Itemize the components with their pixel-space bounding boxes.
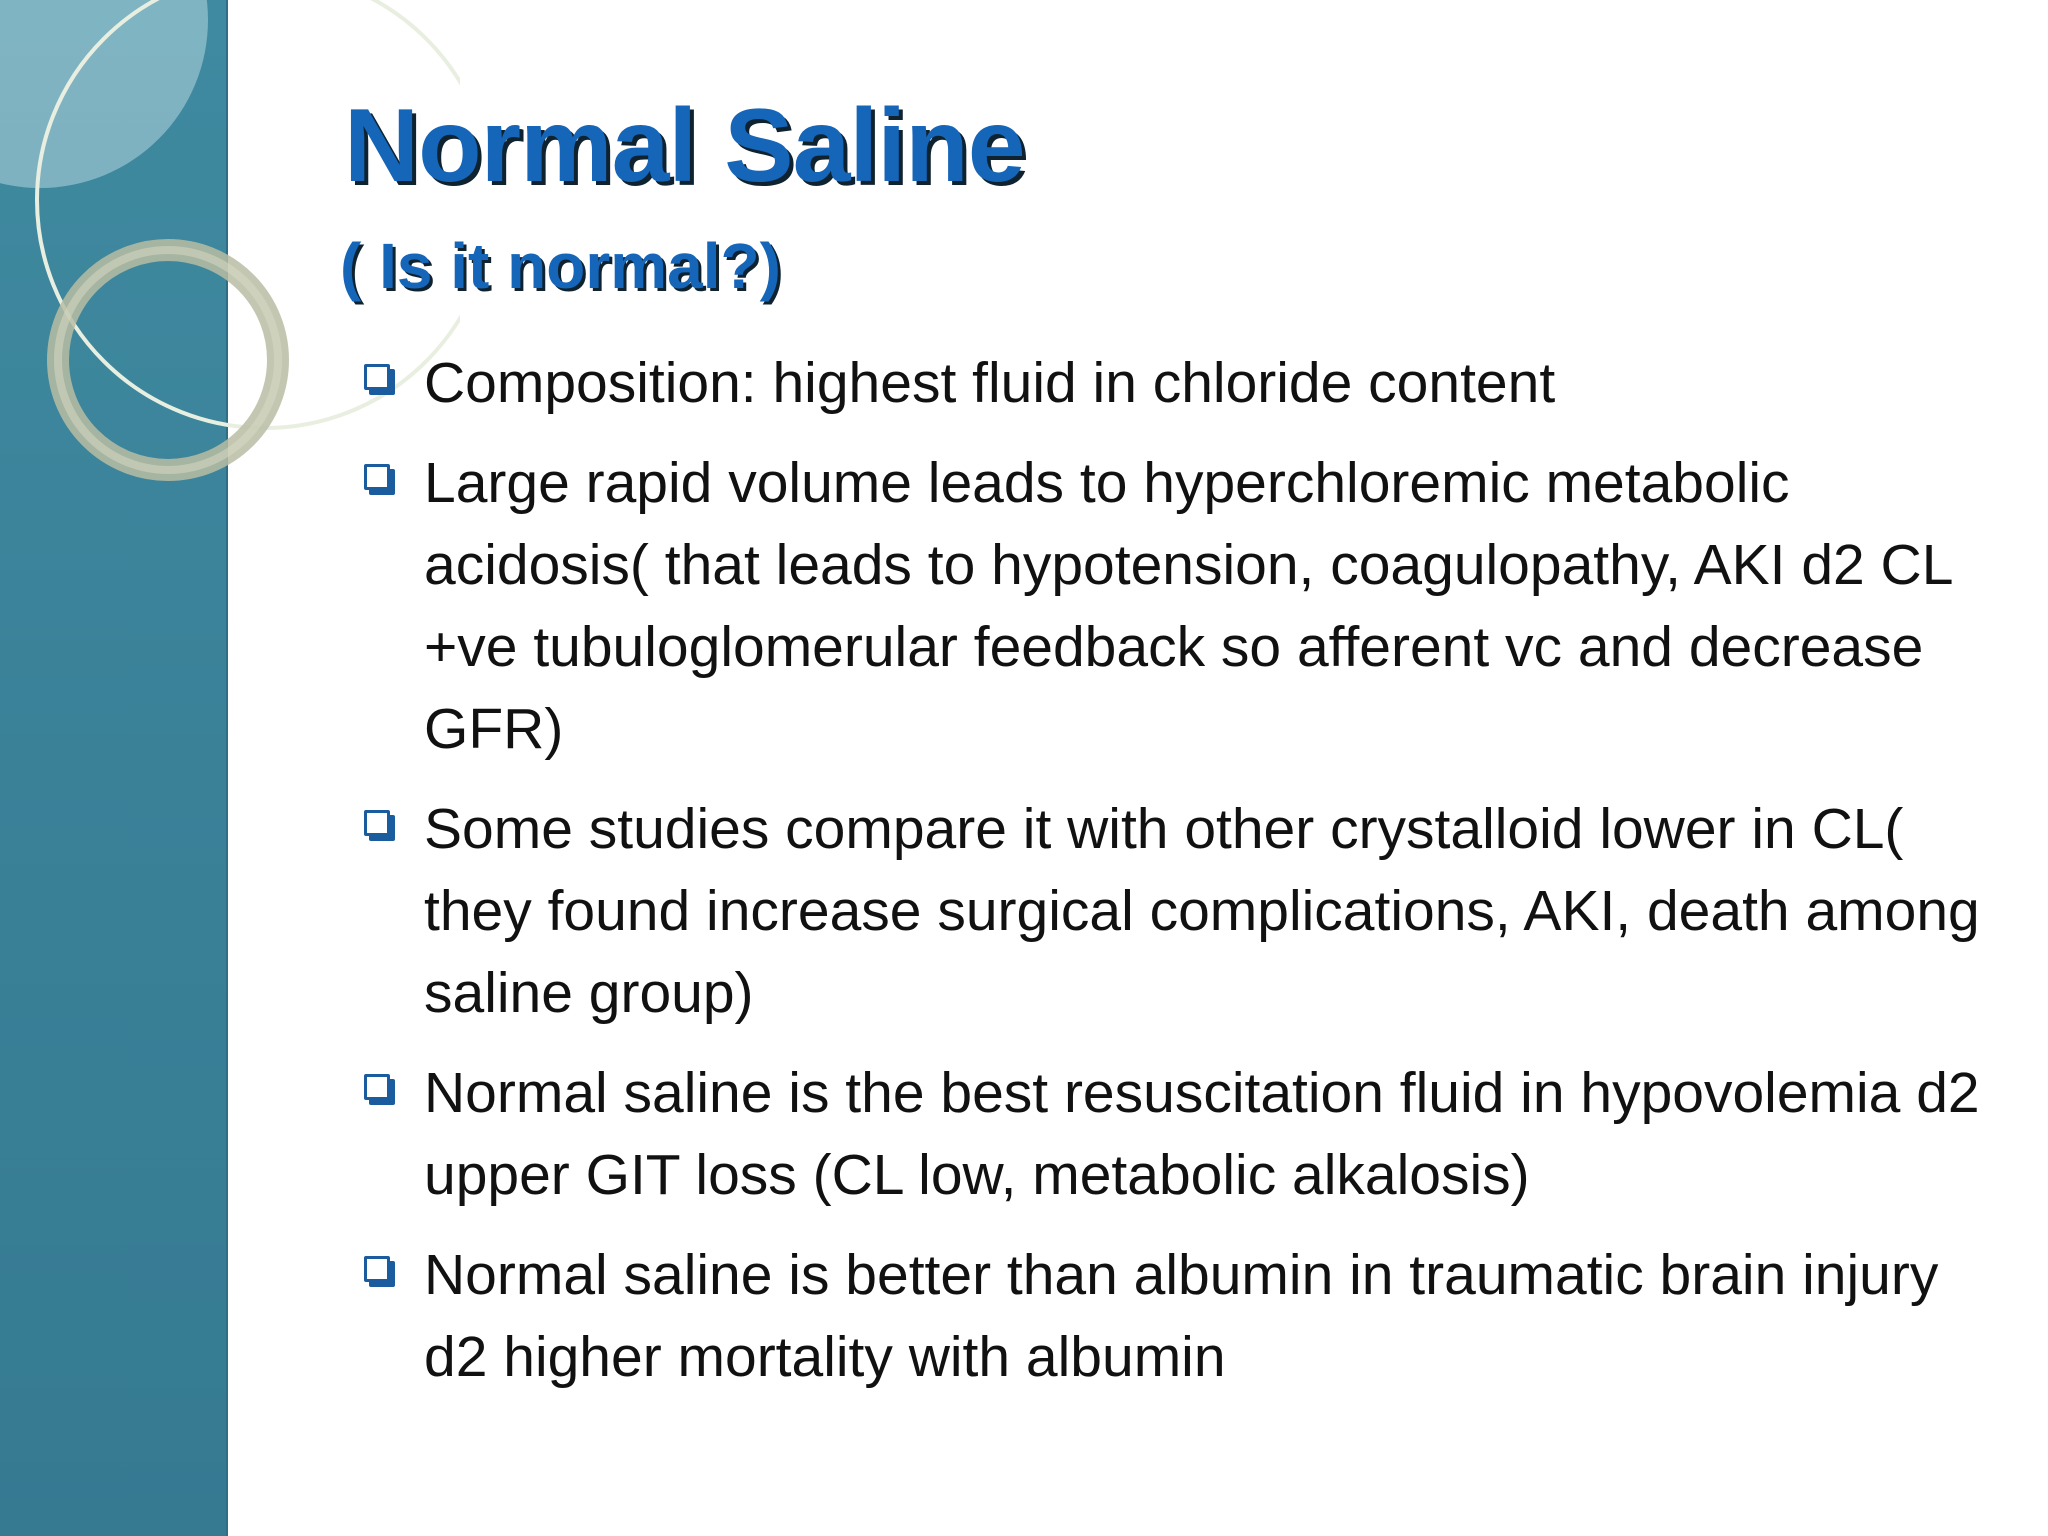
hollow-square-bullet-icon (364, 1074, 390, 1100)
hollow-square-bullet-icon (364, 464, 390, 490)
hollow-square-bullet-icon (364, 364, 390, 390)
bullet-item (362, 788, 2002, 1034)
bullet-text: Normal saline is the best resuscitation fluid in hypovolemia d2 upper GIT loss (CL low, metabolic alkalosis) (424, 1061, 1980, 1207)
hollow-square-bullet-icon (364, 810, 390, 836)
hollow-square-bullet-icon (364, 1256, 390, 1282)
slide-title: Normal Saline (344, 88, 1025, 204)
bullet-text: Normal saline is better than albumin in traumatic brain injury d2 higher mortality with albumin (424, 1243, 1939, 1389)
decorative-disc-shape (0, 0, 208, 188)
bullet-text: Large rapid volume leads to hyperchloremic metabolic acidosis( that leads to hypotension, coagulopathy, AKI d2 CL +ve tubuloglomerular feedback so afferent vc and decrease GFR) (424, 451, 1952, 761)
bullet-text: Some studies compare it with other crystalloid lower in CL( they found increase surgical complications, AKI, death among saline group) (424, 797, 1980, 1025)
bullet-item (362, 1234, 2002, 1398)
bullet-item (362, 342, 2002, 424)
bullet-item (362, 442, 2002, 770)
bullet-list (362, 342, 2002, 1416)
decorative-thick-ring-highlight-shape (58, 250, 278, 470)
slide-subtitle: ( Is it normal?) (340, 230, 781, 302)
bullet-item (362, 1052, 2002, 1216)
bullet-text: Composition: highest fluid in chloride content (424, 351, 1556, 415)
